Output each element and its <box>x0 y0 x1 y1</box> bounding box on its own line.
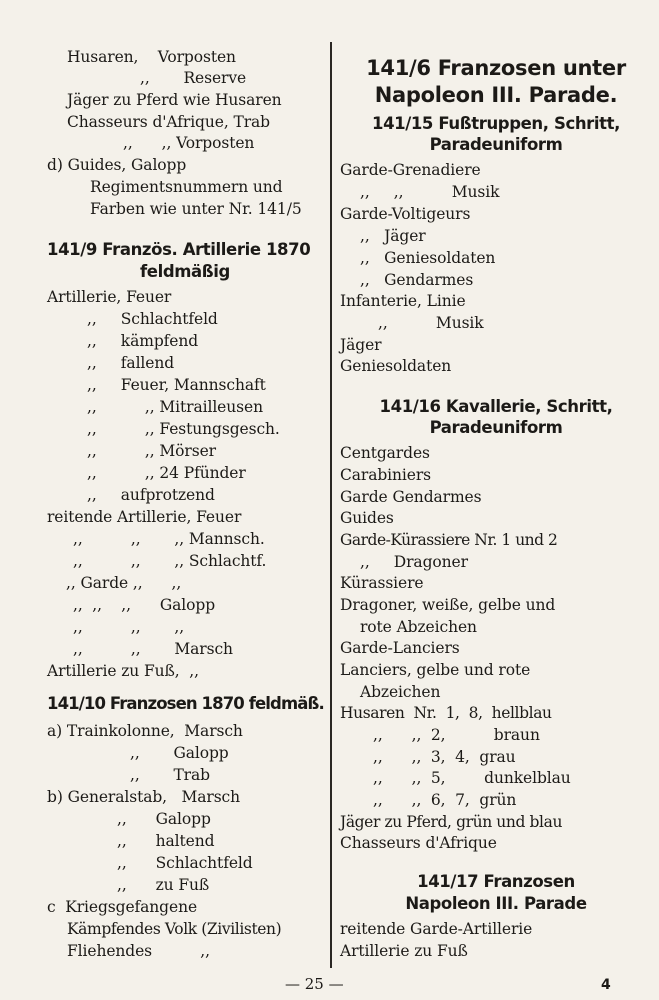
text-line: rote Abzeichen <box>360 618 477 636</box>
text-line: ,, ,, Musik <box>360 183 500 201</box>
section-heading: feldmäßig <box>140 262 230 281</box>
text-line: ,, Geniesoldaten <box>360 249 496 267</box>
text-line: Garde-Grenadiere <box>340 161 481 179</box>
text-line: ,, Galopp <box>117 810 211 828</box>
text-line: ,, ,, 5, dunkelblau <box>373 769 571 787</box>
page-number: — 25 — <box>285 975 344 993</box>
text-line: ,, Schlachtfeld <box>117 854 253 872</box>
text-line: Carabiniers <box>340 466 432 484</box>
text-line: Garde-Voltigeurs <box>340 205 471 223</box>
signature-mark: 4 <box>601 977 611 993</box>
text-line: ,, Gendarmes <box>360 271 474 289</box>
text-line: ,, Trab <box>130 766 210 784</box>
section-heading: Napoleon III. Parade. <box>374 83 618 107</box>
text-line: ,, Feuer, Mannschaft <box>87 376 266 394</box>
section-heading: 141/17 Franzosen <box>417 872 575 891</box>
text-line: Garde-Kürassiere Nr. 1 und 2 <box>340 531 558 549</box>
text-line: Artillerie, Feuer <box>47 288 172 306</box>
section-heading: Paradeuniform <box>429 418 563 437</box>
text-line: d) Guides, Galopp <box>47 156 187 174</box>
text-line: ,, ,, ,, Schlachtf. <box>73 552 267 570</box>
text-line: Artillerie zu Fuß, ,, <box>47 662 199 680</box>
text-line: ,, Musik <box>378 314 484 332</box>
text-line: Husaren, Vorposten <box>67 48 236 66</box>
text-line: ,, ,, Marsch <box>73 640 233 658</box>
section-heading: 141/6 Franzosen unter <box>366 56 626 80</box>
text-line: ,, ,, Festungsgesch. <box>87 420 280 438</box>
text-line: Kürassiere <box>340 574 424 592</box>
text-line: ,, ,, ,, <box>73 618 185 636</box>
text-line: Lanciers, gelbe und rote <box>340 661 531 679</box>
text-line: ,, ,, ,, Galopp <box>73 596 216 614</box>
text-line: ,, ,, 24 Pfünder <box>87 464 246 482</box>
text-line: ,, fallend <box>87 354 175 372</box>
text-line: Dragoner, weiße, gelbe und <box>340 596 556 614</box>
text-line: c Kriegsgefangene <box>47 898 198 916</box>
text-line: Jäger <box>340 336 382 354</box>
section-heading: 141/9 Französ. Artillerie 1870 <box>47 240 311 259</box>
text-line: Kämpfendes Volk (Zivilisten) <box>67 920 282 938</box>
text-line: Garde-Lanciers <box>340 639 460 657</box>
text-line: ,, ,, 2, braun <box>373 726 540 744</box>
text-line: b) Generalstab, Marsch <box>47 788 241 806</box>
text-line: Chasseurs d'Afrique, Trab <box>67 113 270 131</box>
text-line: ,, zu Fuß <box>117 876 210 894</box>
text-line: Garde Gendarmes <box>340 488 482 506</box>
column-divider <box>330 42 332 968</box>
text-line: ,, ,, Vorposten <box>123 134 255 152</box>
section-heading: 141/15 Fußtruppen, Schritt, <box>371 114 621 133</box>
text-line: reitende Artillerie, Feuer <box>47 508 242 526</box>
text-line: Jäger zu Pferd, grün und blau <box>340 813 563 831</box>
text-line: ,, Dragoner <box>360 553 468 571</box>
text-line: Jäger zu Pferd wie Husaren <box>67 91 282 109</box>
text-line: a) Trainkolonne, Marsch <box>47 722 243 740</box>
section-heading: Napoleon III. Parade <box>405 894 587 913</box>
text-line: Geniesoldaten <box>340 357 452 375</box>
section-heading: 141/16 Kavallerie, Schritt, <box>379 397 613 416</box>
text-line: Centgardes <box>340 444 430 462</box>
text-line: Regimentsnummern und <box>90 178 283 196</box>
text-line: ,, ,, Mörser <box>87 442 216 460</box>
text-line: ,, ,, 3, 4, grau <box>373 748 516 766</box>
text-line: ,, haltend <box>117 832 215 850</box>
text-line: Fliehendes ,, <box>67 942 210 960</box>
text-line: ,, ,, ,, Mannsch. <box>73 530 265 548</box>
section-heading: 141/10 Franzosen 1870 feldmäß. <box>47 694 324 713</box>
text-line: Farben wie unter Nr. 141/5 <box>90 200 302 218</box>
text-line: ,, kämpfend <box>87 332 199 350</box>
text-line: ,, Reserve <box>140 69 247 87</box>
text-line: ,, aufprotzend <box>87 486 215 504</box>
text-line: ,, Garde ,, ,, <box>66 574 182 592</box>
text-line: Artillerie zu Fuß <box>340 942 468 960</box>
text-line: ,, Jäger <box>360 227 426 245</box>
text-line: Abzeichen <box>360 683 441 701</box>
text-line: Chasseurs d'Afrique <box>340 834 497 852</box>
section-heading: Paradeuniform <box>429 135 563 154</box>
text-line: ,, Galopp <box>130 744 229 762</box>
text-line: ,, ,, 6, 7, grün <box>373 791 517 809</box>
text-line: reitende Garde-Artillerie <box>340 920 533 938</box>
text-line: Guides <box>340 509 394 527</box>
text-line: Husaren Nr. 1, 8, hellblau <box>340 704 552 722</box>
text-line: ,, ,, Mitrailleusen <box>87 398 263 416</box>
text-line: Infanterie, Linie <box>340 292 466 310</box>
text-line: ,, Schlachtfeld <box>87 310 218 328</box>
